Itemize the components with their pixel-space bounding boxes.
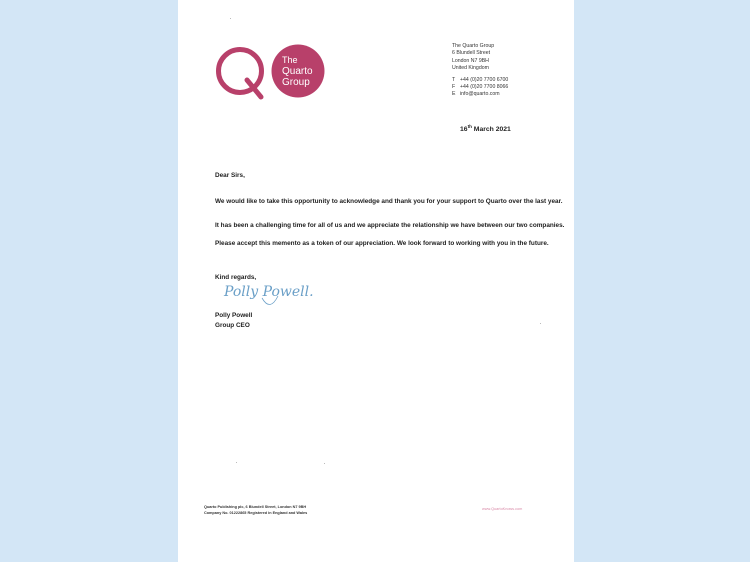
salutation: Dear Sirs, bbox=[215, 172, 245, 179]
quarto-logo bbox=[214, 43, 326, 100]
paragraph-3: Please accept this memento as a token of our appreciation. We look forward to working with you in the future. bbox=[215, 240, 549, 247]
paragraph-2: It has been a challenging time for all of us and we appreciate the relationship we have between our two companies. bbox=[215, 222, 565, 229]
email-address: info@quarto.com bbox=[460, 91, 500, 98]
fax-number: +44 (0)20 7700 8066 bbox=[460, 84, 509, 91]
email-label: E bbox=[452, 91, 456, 98]
logo-text-line1: The bbox=[282, 55, 298, 65]
address-city: London N7 9BH bbox=[452, 57, 489, 64]
date-rest: March 2021 bbox=[473, 126, 511, 133]
date-suffix: th bbox=[467, 124, 472, 129]
signer-name: Polly Powell bbox=[215, 312, 253, 319]
footer-line-2: Company No. 01222865 Registered in England and Wales bbox=[204, 510, 308, 515]
paragraph-1: We would like to take this opportunity to acknowledge and thank you for your support to Quarto over the last year. bbox=[215, 198, 563, 205]
logo-text-line3: Group bbox=[282, 77, 310, 88]
date-day: 16 bbox=[460, 126, 468, 133]
tel-number: +44 (0)20 7700 6700 bbox=[460, 76, 509, 83]
letter-page bbox=[178, 0, 574, 562]
signature-text: Polly Powell. bbox=[224, 284, 314, 300]
signature bbox=[222, 276, 332, 306]
company-address bbox=[452, 43, 508, 99]
logo-text-line2: Quarto bbox=[282, 66, 313, 77]
tel-label: T bbox=[452, 76, 456, 83]
closing: Kind regards, bbox=[215, 274, 257, 281]
footer-line-1: Quarto Publishing plc, 6 Blundell Street, London N7 9BH bbox=[204, 505, 307, 509]
signer-title: Group CEO bbox=[215, 322, 250, 329]
footer-company-info bbox=[204, 505, 307, 516]
address-name: The Quarto Group bbox=[452, 43, 495, 49]
address-street: 6 Blundell Street bbox=[452, 50, 491, 57]
address-country: United Kingdom bbox=[452, 65, 489, 72]
footer-website-link[interactable]: www.QuartoKnows.com bbox=[482, 507, 523, 511]
fax-label: F bbox=[452, 84, 456, 91]
letter-date bbox=[460, 124, 511, 133]
